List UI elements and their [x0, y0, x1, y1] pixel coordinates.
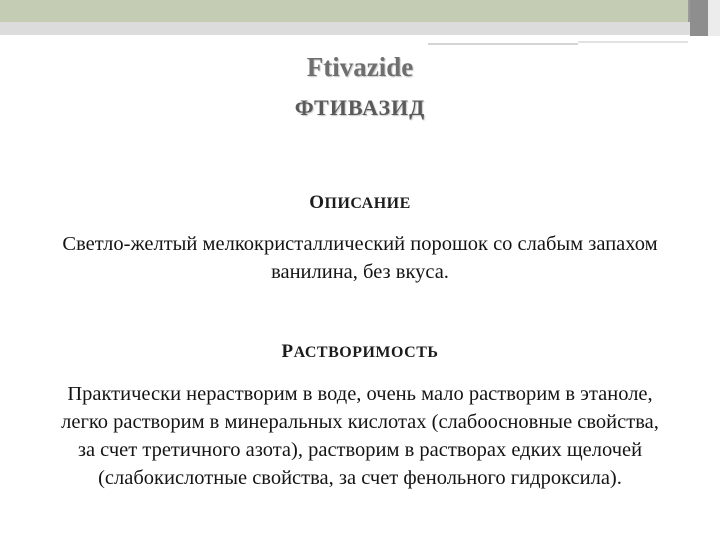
decor-rule — [428, 43, 578, 45]
solubility-heading-cap: Р — [281, 341, 294, 362]
solubility-line: (слабокислотные свойства, за счет фенольного гидроксила). — [98, 467, 622, 489]
solubility-line: легко растворим в минеральных кислотах (слабоосновные свойства, — [61, 411, 659, 433]
solubility-line: Практически нерастворим в воде, очень мало растворим в этаноле, — [67, 383, 653, 405]
description-line: Светло-желтый мелкокристаллический порошок со слабым запахом — [62, 233, 658, 255]
decor-band-green — [0, 0, 690, 22]
slide-title-english: Ftivazide — [306, 52, 414, 82]
description-line: ванилина, без вкуса. — [271, 261, 449, 283]
description-paragraph — [6, 230, 714, 286]
top-decoration — [0, 0, 720, 40]
description-heading-cap: О — [309, 192, 325, 213]
slide-title-russian: ФТИВАЗИД — [294, 95, 426, 120]
decor-rule-2 — [578, 41, 688, 43]
solubility-heading — [0, 341, 720, 363]
solubility-paragraph — [6, 380, 714, 492]
decor-band-gray — [0, 22, 690, 35]
description-heading — [0, 192, 720, 214]
decor-band-right — [708, 0, 720, 36]
decor-band-dark — [690, 0, 708, 36]
description-heading-rest: ПИСАНИЕ — [324, 195, 411, 212]
solubility-heading-rest: АСТВОРИМОСТЬ — [293, 344, 439, 361]
solubility-line: за счет третичного азота), растворим в растворах едких щелочей — [77, 439, 643, 461]
